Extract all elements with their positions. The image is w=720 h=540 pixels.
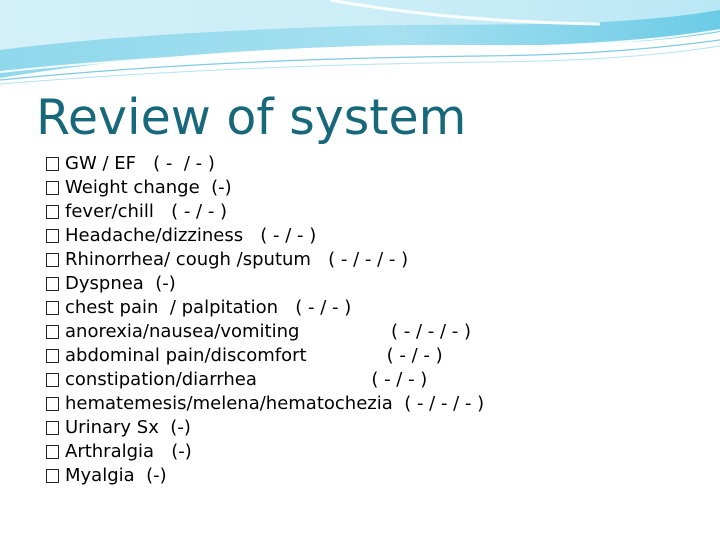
bullet-text: abdominal pain/discomfort ( - / - ) [65,345,443,366]
bullet-text: chest pain / palpitation ( - / - ) [65,297,352,318]
bullet-item [46,152,484,176]
bullet-item [46,176,484,200]
bullet-item [46,272,484,296]
bullet-item [46,392,484,416]
bullet-item [46,368,484,392]
bullet-item [46,416,484,440]
decorative-wave-band [0,0,720,90]
bullet-text: Urinary Sx (-) [65,417,191,438]
box-bullet-icon [46,253,59,267]
box-bullet-icon [46,373,59,387]
bullet-text: constipation/diarrhea ( - / - ) [65,369,428,390]
box-bullet-icon [46,301,59,315]
bullet-item [46,296,484,320]
bullet-text: fever/chill ( - / - ) [65,201,228,222]
slide-title: Review of system [36,89,467,146]
box-bullet-icon [46,421,59,435]
box-bullet-icon [46,469,59,483]
bullet-text: Dyspnea (-) [65,273,176,294]
bullet-text: anorexia/nausea/vomiting ( - / - / - ) [65,321,471,342]
box-bullet-icon [46,325,59,339]
bullet-text: Rhinorrhea/ cough /sputum ( - / - / - ) [65,249,409,270]
bullet-item [46,440,484,464]
bullet-text: Arthralgia (-) [65,441,192,462]
box-bullet-icon [46,277,59,291]
bullet-item [46,200,484,224]
bullet-text: Weight change (-) [65,177,232,198]
bullet-text: GW / EF ( - / - ) [65,153,215,174]
bullet-list [46,152,484,488]
box-bullet-icon [46,157,59,171]
box-bullet-icon [46,397,59,411]
box-bullet-icon [46,349,59,363]
bullet-text: Headache/dizziness ( - / - ) [65,225,317,246]
box-bullet-icon [46,445,59,459]
bullet-text: hematemesis/melena/hematochezia ( - / - / - ) [65,393,485,414]
bullet-item [46,224,484,248]
box-bullet-icon [46,229,59,243]
bullet-item [46,320,484,344]
bullet-item [46,464,484,488]
bullet-text: Myalgia (-) [65,465,167,486]
bullet-item [46,344,484,368]
box-bullet-icon [46,181,59,195]
bullet-item [46,248,484,272]
box-bullet-icon [46,205,59,219]
